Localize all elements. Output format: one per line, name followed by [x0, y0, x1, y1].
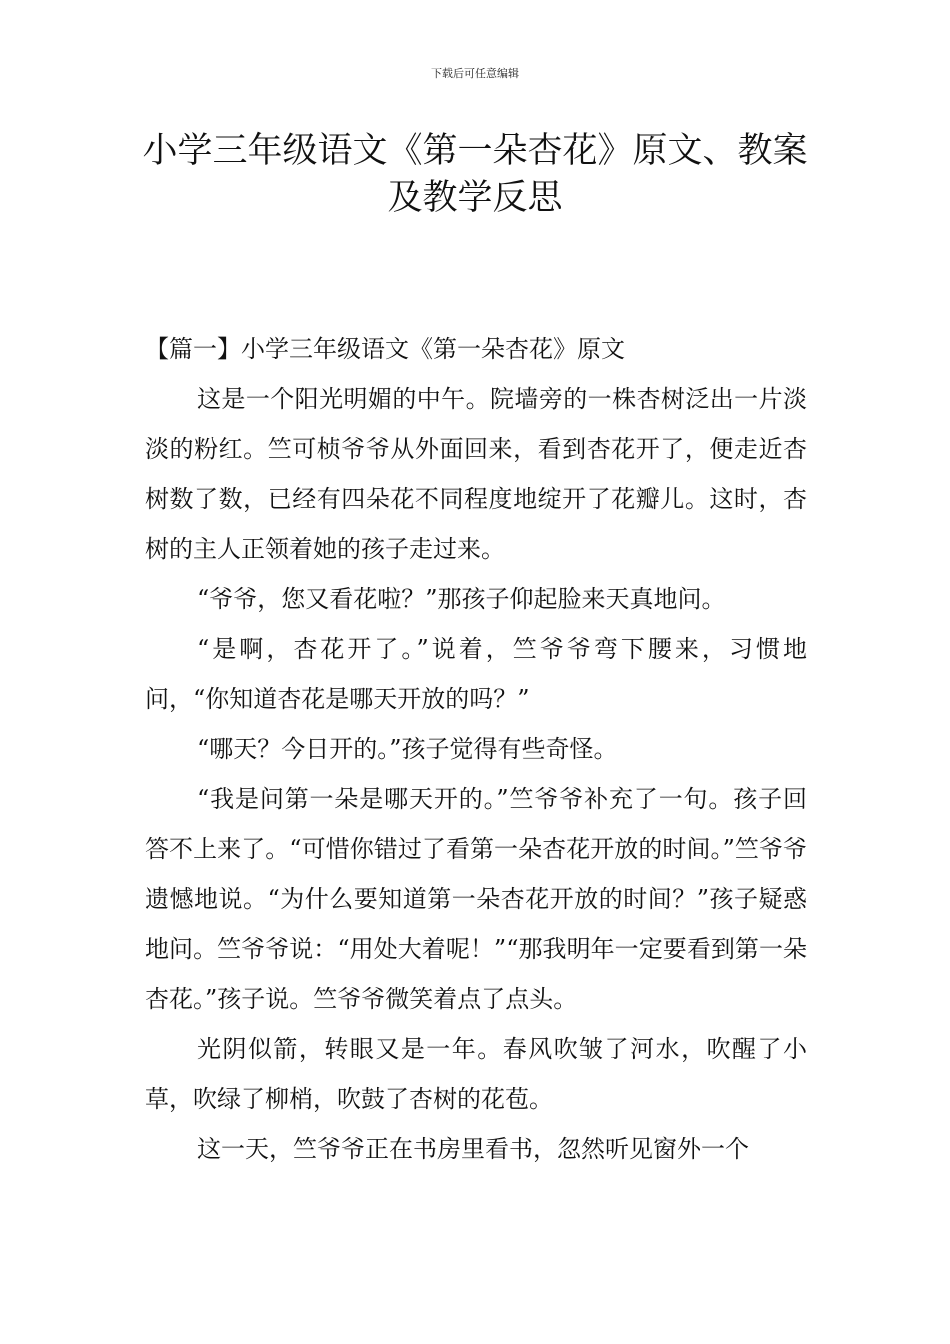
document-body — [145, 324, 807, 1174]
paragraph: 这是一个阳光明媚的中午。院墙旁的一株杏树泛出一片淡淡的粉红。竺可桢爷爷从外面回来，看到杏花开了，便走近杏树数了数，已经有四朵花不同程度地绽开了花瓣儿。这时，杏树的主人正领着她的孩子走过来。 — [145, 385, 807, 563]
document-title: 小学三年级语文《第一朵杏花》原文、教案及教学反思 — [142, 131, 808, 218]
paragraph: “爷爷，您又看花啦？”那孩子仰起脸来天真地问。 — [197, 585, 726, 613]
paragraph: “哪天？今日开的。”孩子觉得有些奇怪。 — [197, 735, 618, 763]
paragraph: 光阴似箭，转眼又是一年。春风吹皱了河水，吹醒了小草，吹绿了柳梢，吹鼓了杏树的花苞。 — [145, 1035, 807, 1113]
header-note: 下载后可任意编辑 — [431, 67, 519, 80]
paragraph: “我是问第一朵是哪天开的。”竺爷爷补充了一句。孩子回答不上来了。“可惜你错过了看第一朵杏花开放的时间。”竺爷爷遗憾地说。“为什么要知道第一朵杏花开放的时间？”孩子疑惑地问。竺爷爷说：“用处大着呢！”“那我明年一定要看到第一朵杏花。”孩子说。竺爷爷微笑着点了点头。 — [145, 785, 807, 1013]
paragraph: “是啊，杏花开了。”说着，竺爷爷弯下腰来，习惯地问，“你知道杏花是哪天开放的吗？” — [145, 635, 807, 713]
paragraph: 这一天，竺爷爷正在书房里看书，忽然听见窗外一个 — [197, 1135, 749, 1163]
section-heading: 【篇一】小学三年级语文《第一朵杏花》原文 — [145, 335, 625, 363]
